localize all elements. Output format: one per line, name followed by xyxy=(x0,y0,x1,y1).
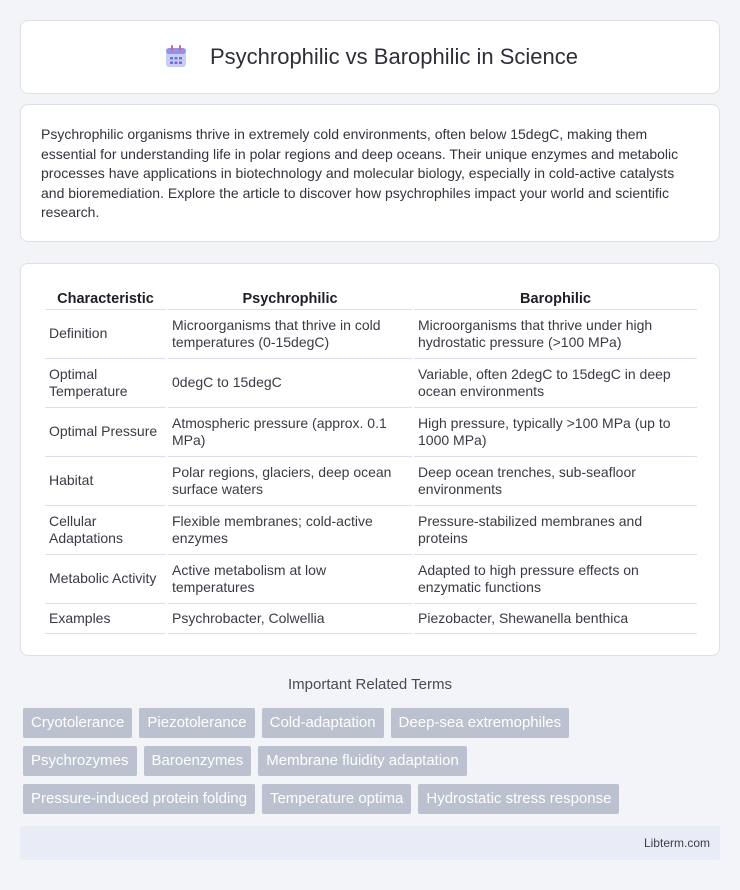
table-row xyxy=(45,604,697,634)
intro-text: Psychrophilic organisms thrive in extremely cold environments, often below 15degC, making them essential for understanding life in polar regions and deep oceans. Their unique enzymes and metabolic processes have applications in biotechnology and molecular biology, especially in cold-active catalysts and bioremediation. Explore the article to discover how psychrophiles impact your world and scientific research. xyxy=(41,126,679,220)
table-cell: High pressure, typically >100 MPa (up to 1000 MPa) xyxy=(414,408,697,457)
table-cell: Definition xyxy=(45,310,166,359)
comparison-table xyxy=(43,284,699,634)
term-tag[interactable]: Membrane fluidity adaptation xyxy=(258,746,467,776)
term-tag[interactable]: Baroenzymes xyxy=(144,746,252,776)
table-cell: Optimal Temperature xyxy=(45,359,166,408)
term-tag[interactable]: Piezotolerance xyxy=(139,708,254,738)
table-cell: Metabolic Activity xyxy=(45,555,166,604)
table-cell: Microorganisms that thrive in cold temperatures (0-15degC) xyxy=(168,310,412,359)
table-cell: 0degC to 15degC xyxy=(168,359,412,408)
table-cell: Deep ocean trenches, sub-seafloor environments xyxy=(414,457,697,506)
term-tag[interactable]: Psychrozymes xyxy=(23,746,137,776)
table-cell: Adapted to high pressure effects on enzymatic functions xyxy=(414,555,697,604)
calendar-icon xyxy=(162,43,190,71)
term-tag[interactable]: Cryotolerance xyxy=(23,708,132,738)
column-header: Barophilic xyxy=(414,284,697,310)
table-row xyxy=(45,457,697,506)
term-row xyxy=(23,708,723,738)
column-header: Characteristic xyxy=(45,284,166,310)
table-row xyxy=(45,555,697,604)
table-cell: Variable, often 2degC to 15degC in deep ocean environments xyxy=(414,359,697,408)
term-tag[interactable]: Temperature optima xyxy=(262,784,411,814)
table-cell: Cellular Adaptations xyxy=(45,506,166,555)
intro-card xyxy=(20,104,720,242)
table-cell: Habitat xyxy=(45,457,166,506)
page-title: Psychrophilic vs Barophilic in Science xyxy=(209,44,579,69)
header-card xyxy=(20,20,720,94)
term-tag[interactable]: Pressure-induced protein folding xyxy=(23,784,255,814)
term-row xyxy=(23,746,723,776)
related-terms-list xyxy=(23,708,723,822)
table-cell: Atmospheric pressure (approx. 0.1 MPa) xyxy=(168,408,412,457)
table-cell: Pressure-stabilized membranes and proteins xyxy=(414,506,697,555)
term-row xyxy=(23,784,723,814)
term-tag[interactable]: Deep-sea extremophiles xyxy=(391,708,570,738)
table-row xyxy=(45,359,697,408)
table-cell: Polar regions, glaciers, deep ocean surface waters xyxy=(168,457,412,506)
column-header: Psychrophilic xyxy=(168,284,412,310)
comparison-table-card xyxy=(20,263,720,656)
table-row xyxy=(45,506,697,555)
table-row xyxy=(45,408,697,457)
related-terms-title: Important Related Terms xyxy=(288,676,452,693)
table-cell: Active metabolism at low temperatures xyxy=(168,555,412,604)
table-cell: Piezobacter, Shewanella benthica xyxy=(414,604,697,634)
table-cell: Psychrobacter, Colwellia xyxy=(168,604,412,634)
term-tag[interactable]: Hydrostatic stress response xyxy=(418,784,619,814)
table-cell: Examples xyxy=(45,604,166,634)
footer xyxy=(20,826,720,860)
term-tag[interactable]: Cold-adaptation xyxy=(262,708,384,738)
table-row xyxy=(45,310,697,359)
table-cell: Microorganisms that thrive under high hydrostatic pressure (>100 MPa) xyxy=(414,310,697,359)
table-header-row xyxy=(45,284,697,310)
footer-site-link[interactable]: Libterm.com xyxy=(643,836,710,850)
table-cell: Flexible membranes; cold-active enzymes xyxy=(168,506,412,555)
table-cell: Optimal Pressure xyxy=(45,408,166,457)
